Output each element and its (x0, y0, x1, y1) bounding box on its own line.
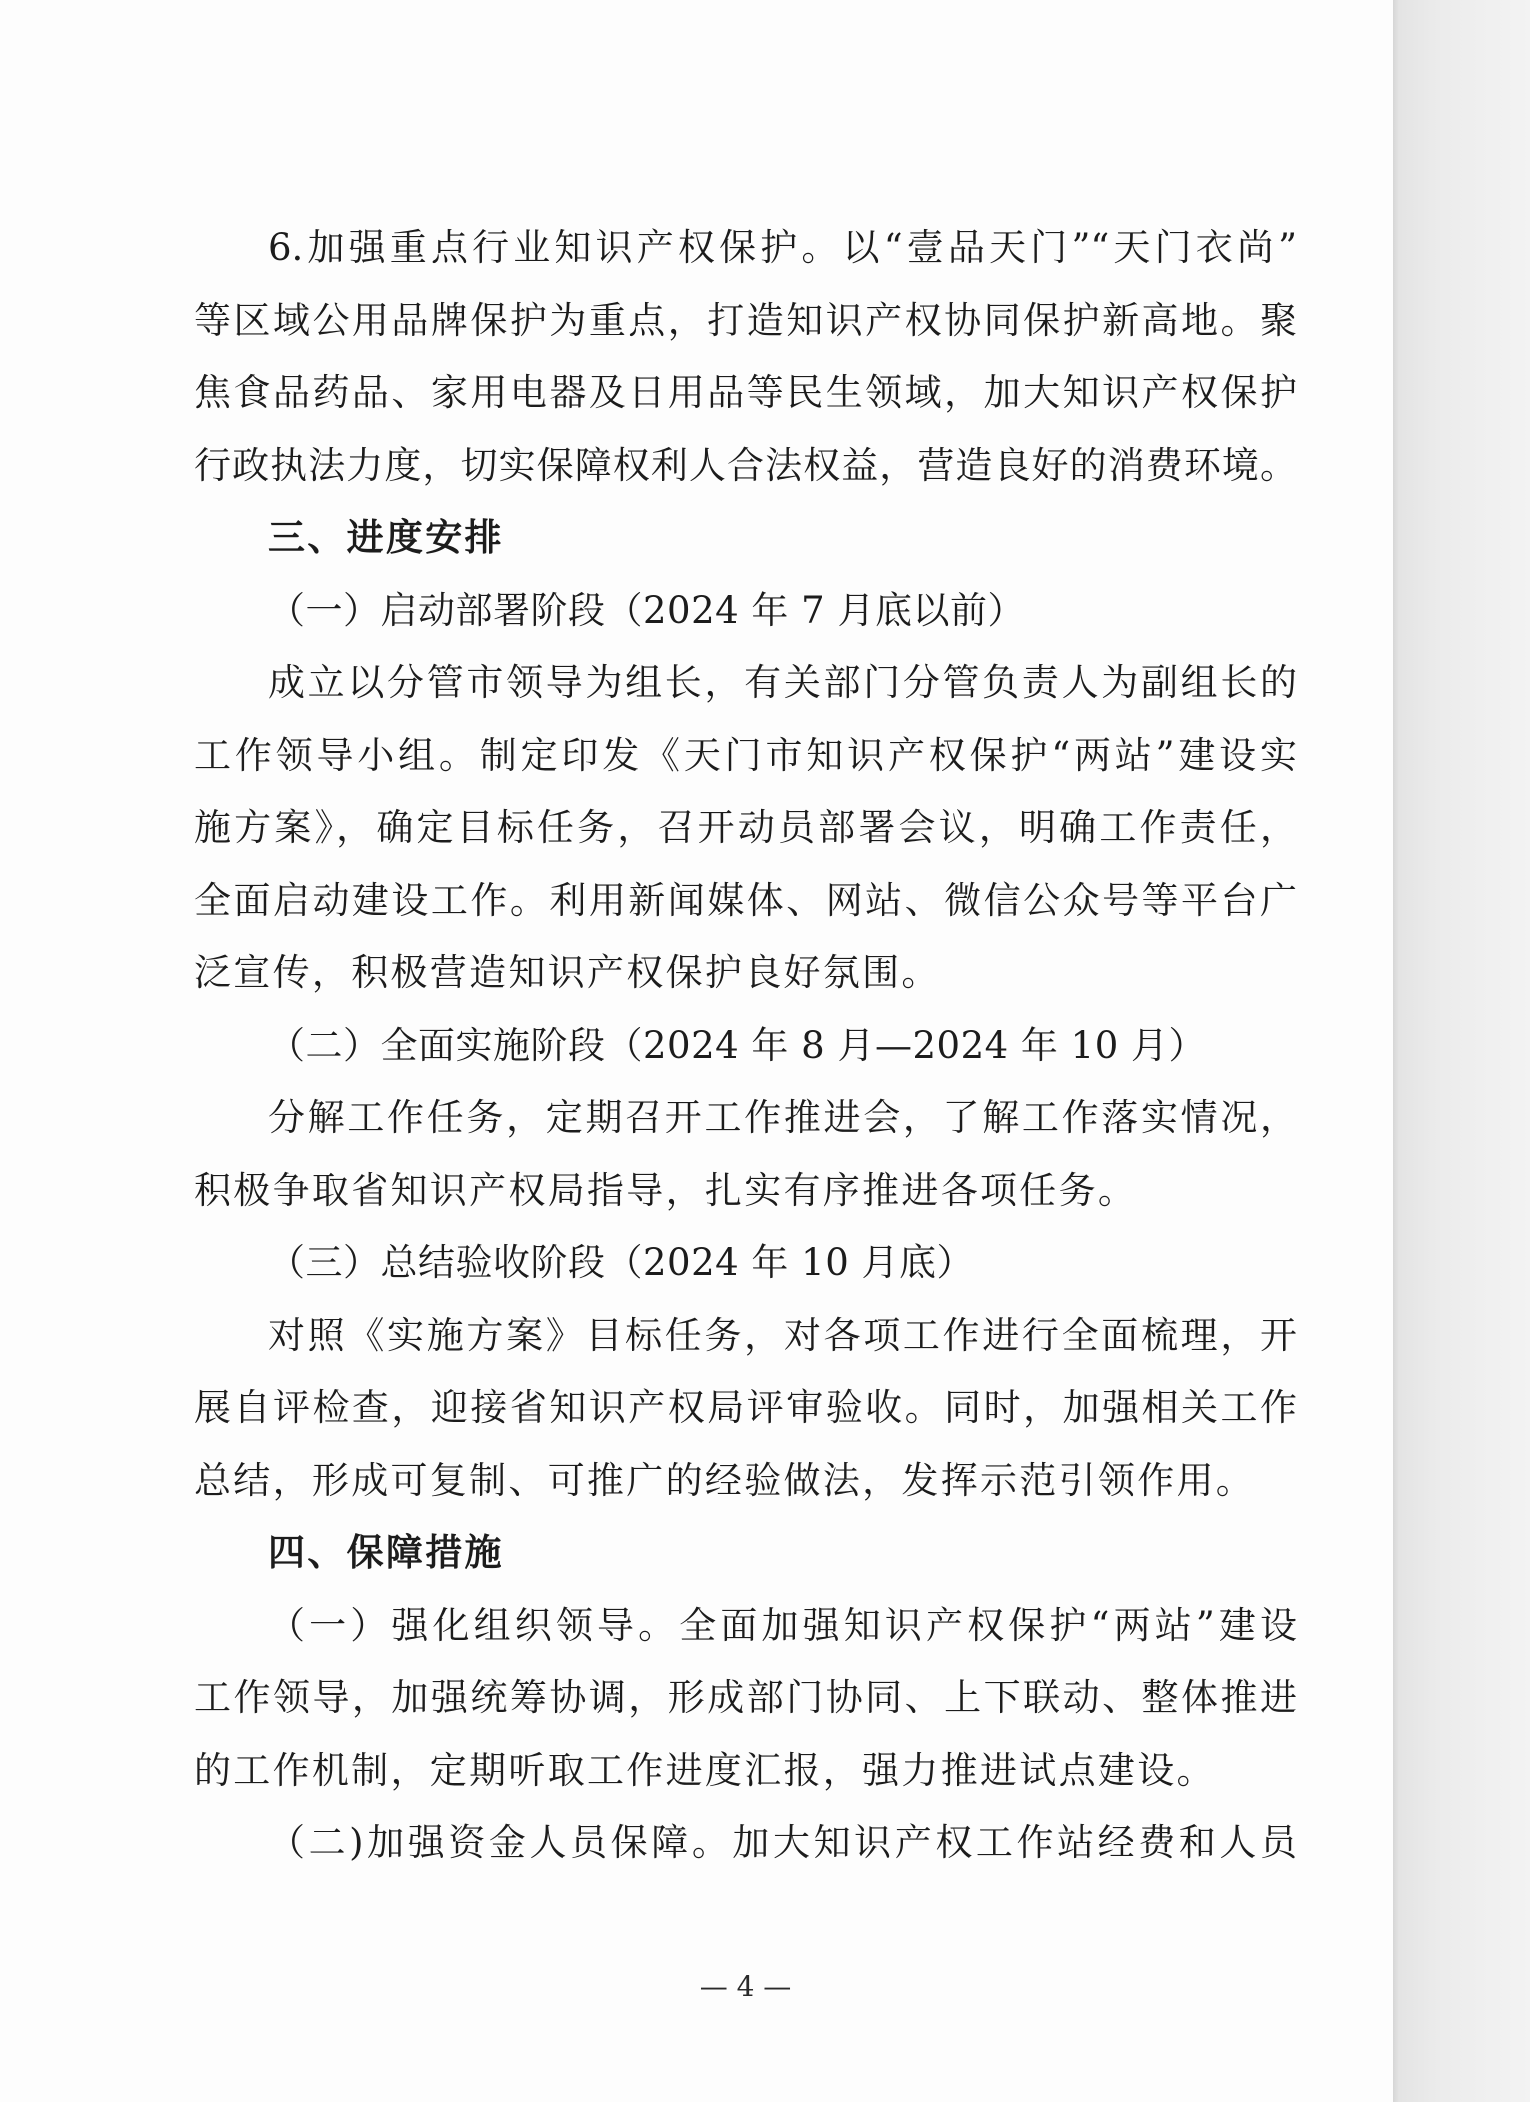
text-line: （二)加强资金人员保障。加大知识产权工作站经费和人员 (268, 1821, 1297, 1864)
paragraph-measure-1 (194, 1590, 1297, 1808)
section-heading-schedule: 三、进度安排 (268, 516, 504, 559)
text-line: 行政执法力度，切实保障权利人合法权益，营造良好的消费环境。 (194, 443, 1297, 487)
text-line: 对照《实施方案》目标任务，对各项工作进行全面梳理，开 (268, 1313, 1297, 1357)
paragraph-stage-1 (194, 647, 1297, 1010)
text-line: 工作领导小组。制定印发《天门市知识产权保护“两站”建设实 (194, 733, 1297, 777)
text-line: 积极争取省知识产权局指导，扎实有序推进各项任务。 (194, 1168, 1138, 1212)
text-line: 工作领导，加强统筹协调，形成部门协同、上下联动、整体推进 (194, 1676, 1297, 1719)
text-line: 成立以分管市领导为组长，有关部门分管负责人为副组长的 (268, 661, 1297, 704)
text-line: 分解工作任务，定期召开工作推进会，了解工作落实情况， (268, 1096, 1297, 1139)
text-line: 等区域公用品牌保护为重点，打造知识产权协同保护新高地。聚 (194, 298, 1297, 342)
text-line: 的工作机制，定期听取工作进度汇报，强力推进试点建设。 (194, 1748, 1216, 1792)
paragraph-stage-2 (194, 1082, 1297, 1227)
paragraph-stage-3 (194, 1300, 1297, 1518)
section-heading-safeguards: 四、保障措施 (268, 1531, 504, 1574)
text-line: 全面启动建设工作。利用新闻媒体、网站、微信公众号等平台广 (194, 878, 1297, 922)
scan-shadow-edge (1393, 0, 1530, 2102)
subheading-stage-2: （二）全面实施阶段（2024 年 8 月—2024 年 10 月） (268, 1023, 1207, 1067)
text-line: 总结，形成可复制、可推广的经验做法，发挥示范引领作用。 (194, 1458, 1256, 1502)
text-line: 展自评检查，迎接省知识产权局评审验收。同时，加强相关工作 (194, 1386, 1297, 1429)
document-body (194, 212, 1297, 1880)
subheading-stage-1: （一）启动部署阶段（2024 年 7 月底以前） (268, 588, 1025, 632)
subheading-stage-3: （三）总结验收阶段（2024 年 10 月底） (268, 1241, 975, 1284)
page-number: — 4 — (699, 1970, 792, 2003)
text-line: （一）强化组织领导。全面加强知识产权保护“两站”建设 (268, 1603, 1297, 1647)
paragraph-measure-2 (194, 1807, 1297, 1880)
text-line: 施方案》，确定目标任务，召开动员部署会议，明确工作责任， (194, 806, 1297, 849)
text-line: 6.加强重点行业知识产权保护。以“壹品天门”“天门衣尚” (268, 226, 1297, 269)
text-line: 泛宣传，积极营造知识产权保护良好氛围。 (194, 951, 941, 994)
paragraph-item-6 (194, 212, 1297, 502)
text-line: 焦食品药品、家用电器及日用品等民生领域，加大知识产权保护 (194, 371, 1297, 414)
